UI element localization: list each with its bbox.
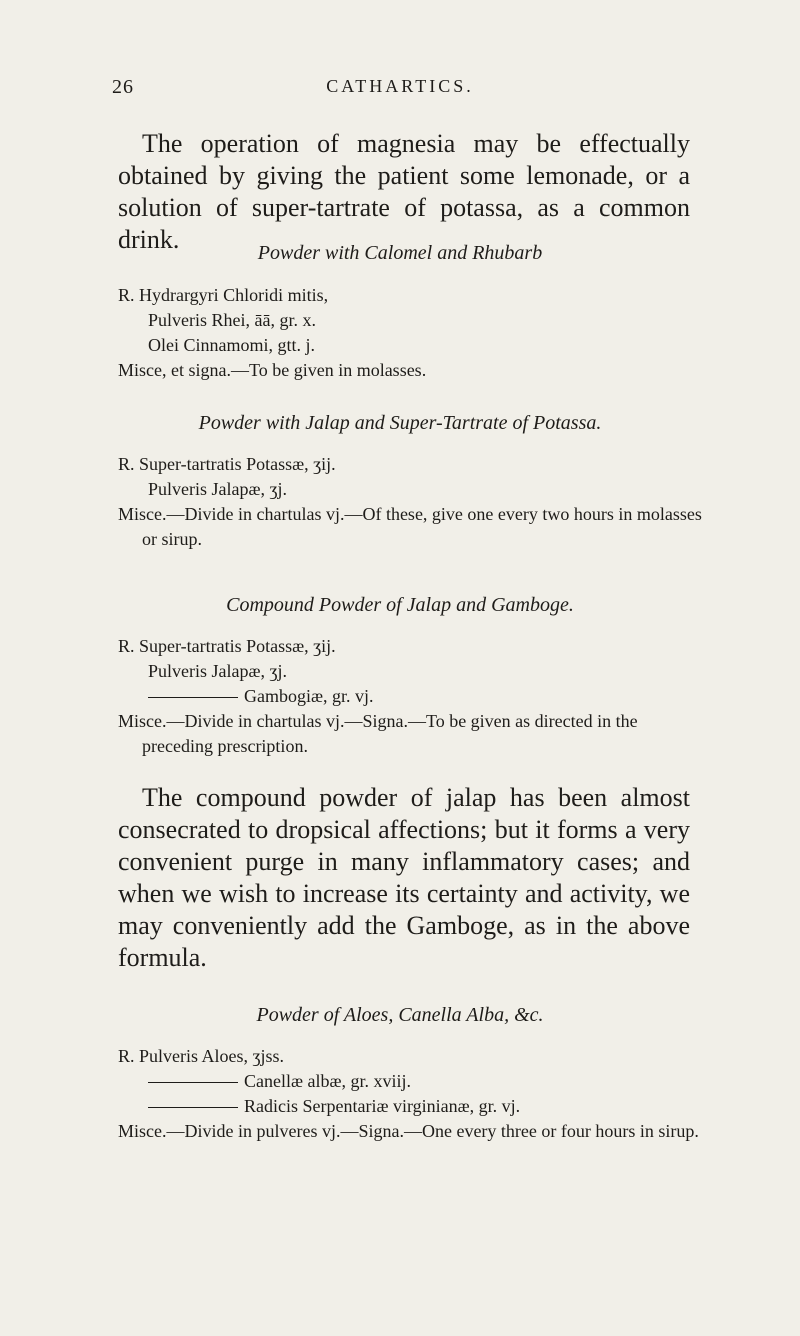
recipe-title-aloes-canella: Powder of Aloes, Canella Alba, &c. [256, 1004, 544, 1026]
running-head: CATHARTICS. [326, 76, 474, 96]
ditto-dash [148, 1082, 238, 1083]
recipe-title-jalap-gamboge: Compound Powder of Jalap and Gamboge. [226, 594, 574, 616]
page-header [0, 76, 800, 106]
recipe-aloes-canella [118, 1044, 708, 1144]
rx-line-text: Gambogiæ, gr. vj. [244, 686, 374, 706]
rx-line [118, 1094, 708, 1119]
rx-line: Pulveris Jalapæ, ʒj. [148, 661, 287, 681]
recipe-title-jalap-tartrate: Powder with Jalap and Super-Tartrate of Potassa. [198, 412, 602, 434]
rx-line-text: Canellæ albæ, gr. xviij. [244, 1071, 411, 1091]
rx-line: Misce.—Divide in chartulas vj.—Of these, give one every two hours in molasses or sirup. [118, 504, 702, 549]
ditto-dash [148, 1107, 238, 1108]
rx-line [118, 684, 708, 709]
recipe-jalap-tartrate [118, 452, 708, 552]
rx-line: R. Super-tartratis Potassæ, ʒij. [118, 454, 336, 474]
intro-text: The operation of magnesia may be effectually obtained by giving the patient some lemonade, or a solution of super-tartrate of potassa, as a common drink. [118, 129, 690, 254]
rx-line: Pulveris Jalapæ, ʒj. [148, 479, 287, 499]
page-number: 26 [112, 76, 134, 98]
recipe-calomel-rhubarb [118, 283, 708, 383]
rx-line-text: Radicis Serpentariæ virginianæ, gr. vj. [244, 1096, 521, 1116]
intro-paragraph [118, 128, 690, 256]
jalap-paragraph [118, 782, 690, 974]
jalap-paragraph-text: The compound powder of jalap has been almost consecrated to dropsical affections; but it forms a very convenient purge in many inflammatory cases; and when we wish to increase its certainty and activity, we may conveniently add the Gamboge, as in the above formula. [118, 783, 690, 972]
rx-line: Pulveris Rhei, āā, gr. x. [148, 310, 316, 330]
rx-line: Misce.—Divide in chartulas vj.—Signa.—To be given as directed in the preceding prescription. [118, 711, 638, 756]
rx-line: Misce.—Divide in pulveres vj.—Signa.—One every three or four hours in sirup. [118, 1121, 699, 1141]
rx-line: Misce, et signa.—To be given in molasses. [118, 360, 427, 380]
rx-line: R. Super-tartratis Potassæ, ʒij. [118, 636, 336, 656]
rx-line: R. Hydrargyri Chloridi mitis, [118, 285, 329, 305]
rx-line [118, 1069, 708, 1094]
rx-line: R. Pulveris Aloes, ʒjss. [118, 1046, 285, 1066]
recipe-jalap-gamboge [118, 634, 708, 759]
rx-line: Olei Cinnamomi, gtt. j. [148, 335, 315, 355]
recipe-title-calomel-rhubarb: Powder with Calomel and Rhubarb [257, 242, 543, 264]
ditto-dash [148, 697, 238, 698]
